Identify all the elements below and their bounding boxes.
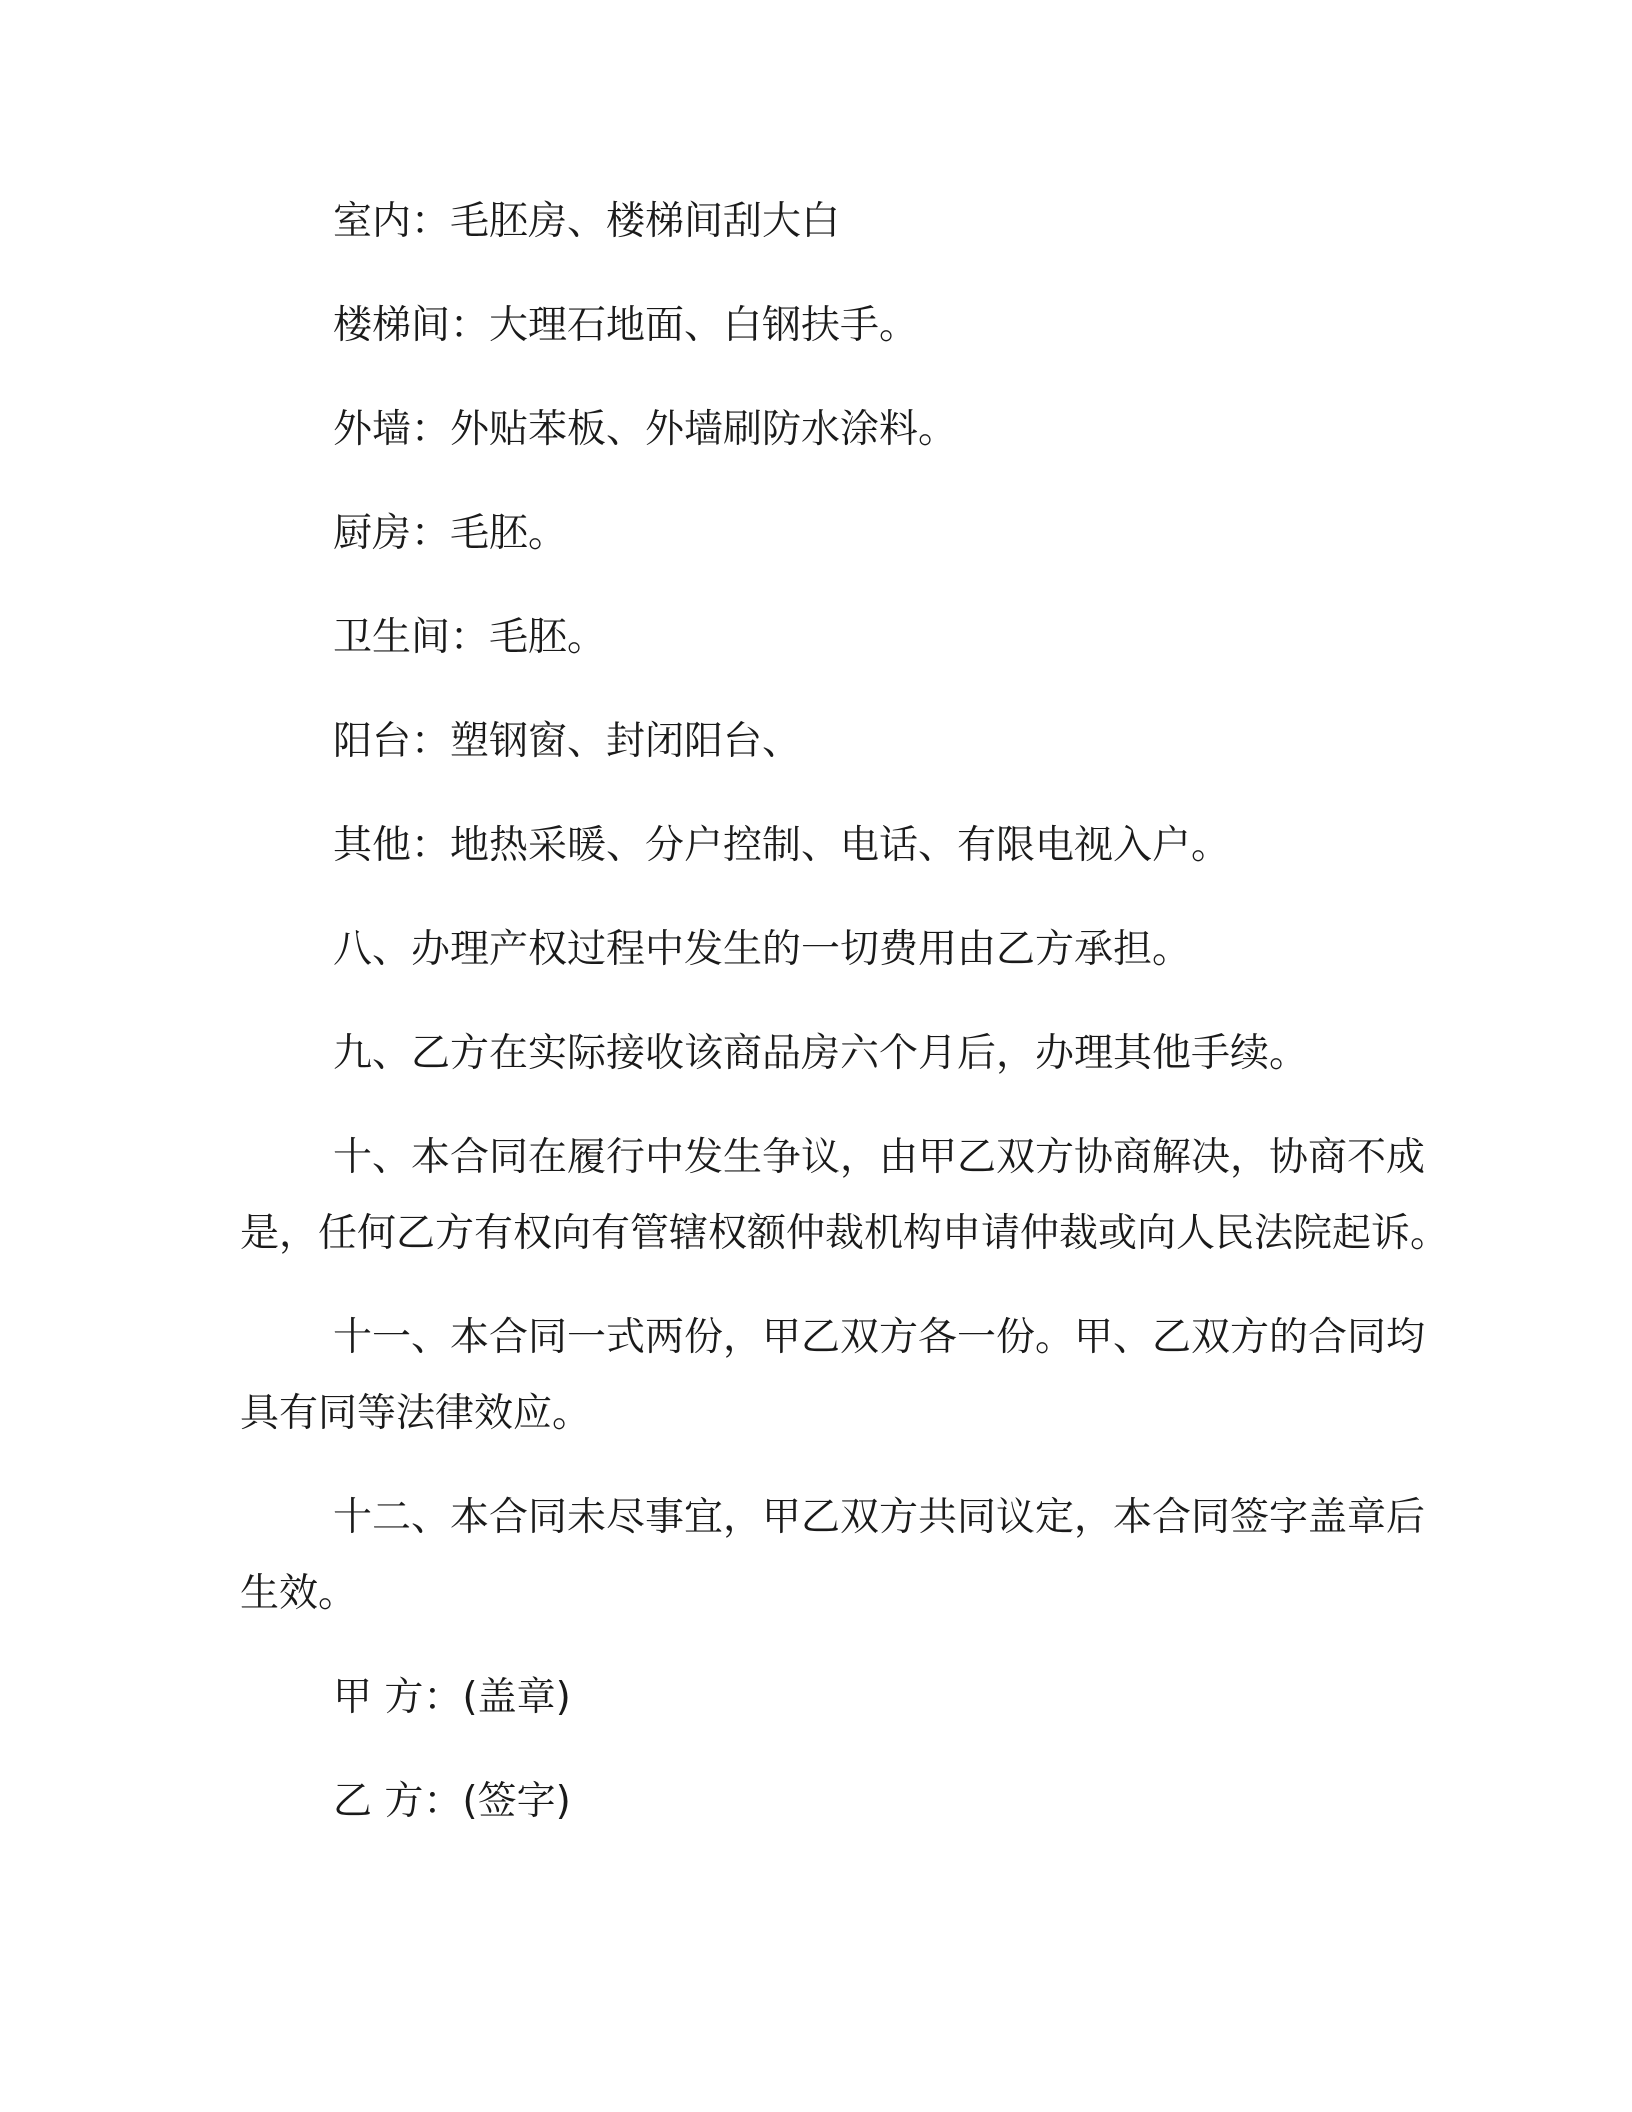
line-balcony: 阳台：塑钢窗、封闭阳台、 — [333, 719, 802, 764]
party-b-signature-line: 乙 方：(签字) — [333, 1779, 571, 1824]
line-indoor: 室内：毛胚房、楼梯间刮大白 — [333, 199, 841, 244]
party-a-signature-line: 甲 方：(盖章) — [333, 1675, 571, 1720]
line-kitchen: 厨房：毛胚。 — [333, 511, 568, 556]
clause-11-line-2: 具有同等法律效应。 — [240, 1391, 592, 1436]
line-stairwell: 楼梯间：大理石地面、白钢扶手。 — [333, 303, 919, 348]
line-bathroom: 卫生间：毛胚。 — [333, 615, 607, 660]
line-exterior-wall: 外墙：外贴苯板、外墙刷防水涂料。 — [333, 407, 958, 452]
clause-9: 九、乙方在实际接收该商品房六个月后，办理其他手续。 — [333, 1031, 1309, 1076]
clause-12-line-1: 十二、本合同未尽事宜，甲乙双方共同议定，本合同签字盖章后 — [333, 1495, 1426, 1540]
clause-10-line-1: 十、本合同在履行中发生争议，由甲乙双方协商解决，协商不成 — [333, 1135, 1426, 1180]
clause-10-line-2: 是，任何乙方有权向有管辖权额仲裁机构申请仲裁或向人民法院起诉。 — [240, 1211, 1450, 1256]
clause-8: 八、办理产权过程中发生的一切费用由乙方承担。 — [333, 927, 1192, 972]
line-other: 其他：地热采暖、分户控制、电话、有限电视入户。 — [333, 823, 1231, 868]
clause-12-line-2: 生效。 — [240, 1571, 358, 1616]
clause-11-line-1: 十一、本合同一式两份，甲乙双方各一份。甲、乙双方的合同均 — [333, 1315, 1426, 1360]
